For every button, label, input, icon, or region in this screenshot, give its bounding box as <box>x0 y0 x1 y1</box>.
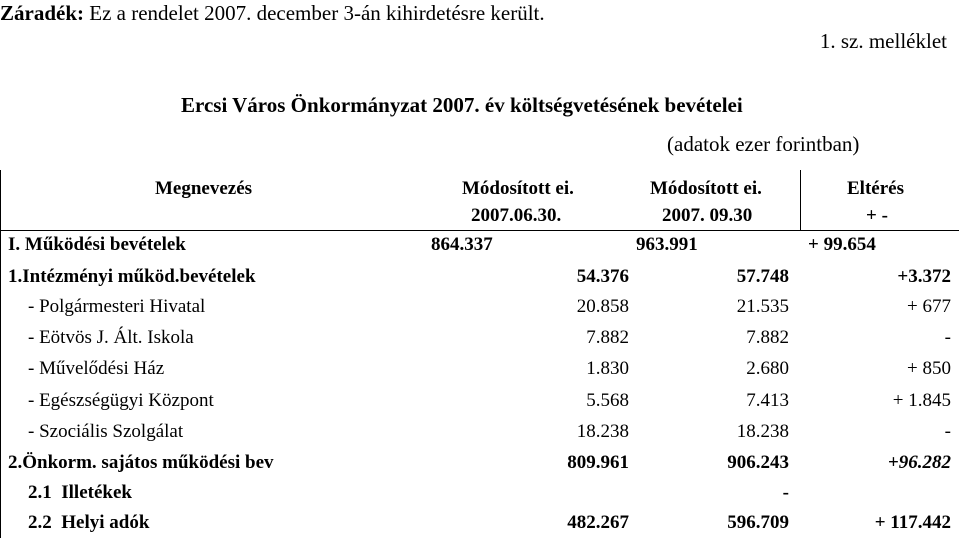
clause-label: Záradék: <box>0 1 84 25</box>
row-value-1: 809.961 <box>567 452 629 473</box>
table-row <box>0 230 959 259</box>
row-value-1: 20.858 <box>576 296 629 317</box>
table-row <box>0 354 959 383</box>
row-value-2: 906.243 <box>727 452 789 473</box>
row-value-2: 7.413 <box>746 390 789 411</box>
table-row <box>0 508 959 537</box>
row-value-3: + 1.845 <box>892 390 951 411</box>
row-value-1: 864.337 <box>431 234 493 255</box>
table-row <box>0 323 959 352</box>
row-value-1: 54.376 <box>576 266 629 287</box>
header-col3-line2: + - <box>866 205 888 226</box>
row-value-2: 7.882 <box>746 327 789 348</box>
row-value-3: + 99.654 <box>808 234 876 255</box>
table-row <box>0 292 959 321</box>
row-name: - Egészségügyi Központ <box>28 390 214 411</box>
table-row <box>0 448 959 477</box>
row-value-3: + 677 <box>907 296 951 317</box>
row-value-2: 596.709 <box>727 512 789 533</box>
header-col3-line1: Eltérés <box>847 178 904 199</box>
table-row <box>0 417 959 446</box>
row-value-1: 5.568 <box>586 390 629 411</box>
row-value-3: - <box>944 327 951 348</box>
row-value-3: - <box>944 421 951 442</box>
row-value-3: + 850 <box>907 358 951 379</box>
header-col2-line1: Módosított ei. <box>650 178 762 199</box>
header-divider <box>800 170 801 230</box>
row-name: - Polgármesteri Hivatal <box>28 296 206 317</box>
row-value-2: 2.680 <box>746 358 789 379</box>
row-name: 2.2 Helyi adók <box>28 512 150 533</box>
header-col1-line2: 2007.06.30. <box>471 205 562 226</box>
row-value-2: 18.238 <box>736 421 789 442</box>
page-title: Ercsi Város Önkormányzat 2007. év költségvetésének bevételei <box>181 93 743 117</box>
clause-text: Ez a rendelet 2007. december 3-án kihirdetésre került. <box>84 1 545 25</box>
row-value-1: 18.238 <box>576 421 629 442</box>
row-value-1: 482.267 <box>567 512 629 533</box>
row-name: I. Működési bevételek <box>8 234 186 255</box>
header-col2-line2: 2007. 09.30 <box>662 205 753 226</box>
unit-note: (adatok ezer forintban) <box>667 132 860 156</box>
table-row <box>0 386 959 415</box>
row-value-3: +3.372 <box>897 266 951 287</box>
annex-label: 1. sz. melléklet <box>819 29 947 53</box>
row-name: 1.Intézményi működ.bevételek <box>8 266 256 287</box>
row-value-2: 963.991 <box>636 234 698 255</box>
row-value-3: + 117.442 <box>874 512 951 533</box>
row-name: - Szociális Szolgálat <box>28 421 184 442</box>
row-value-2: 57.748 <box>736 266 789 287</box>
header-col1-line1: Módosított ei. <box>462 178 574 199</box>
row-name: 2.1 Illetékek <box>28 482 132 503</box>
row-value-3: +96.282 <box>887 452 951 473</box>
row-name: - Művelődési Ház <box>28 358 165 379</box>
row-value-1: 7.882 <box>586 327 629 348</box>
row-name: - Eötvös J. Ált. Iskola <box>28 327 194 348</box>
clause-line <box>0 0 545 26</box>
header-name: Megnevezés <box>155 178 253 199</box>
row-value-1: 1.830 <box>586 358 629 379</box>
row-value-2: - <box>782 482 789 503</box>
table-row <box>0 478 959 507</box>
row-name: 2.Önkorm. sajátos működési bev <box>8 452 274 473</box>
table-row <box>0 262 959 291</box>
row-value-2: 21.535 <box>736 296 789 317</box>
